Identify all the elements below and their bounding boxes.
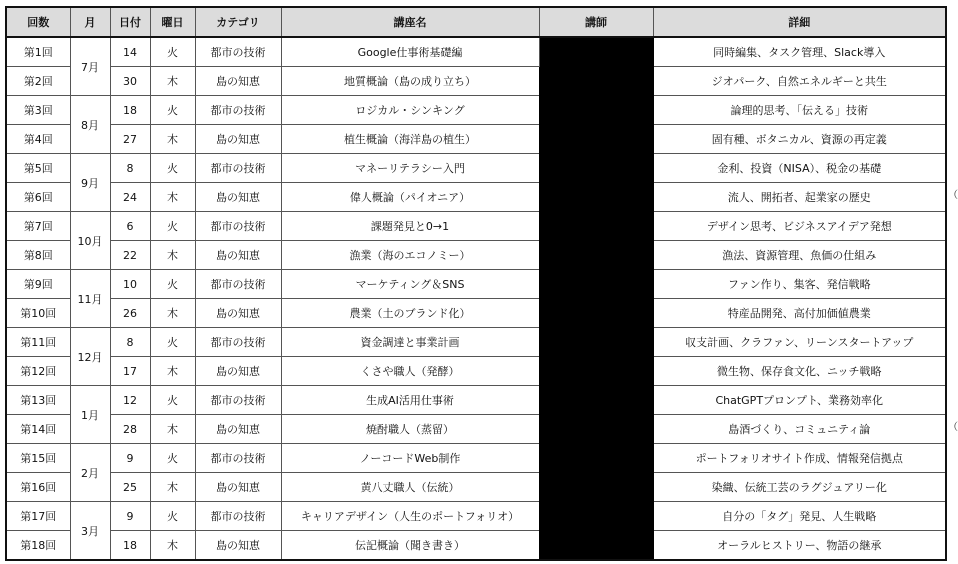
header-month: 月 — [70, 7, 110, 37]
course-name-cell: Google仕事術基礎編 — [281, 37, 539, 67]
course-name-cell: 植生概論（海洋島の植生） — [281, 125, 539, 154]
details-cell: ファン作り、集客、発信戦略 — [653, 270, 946, 299]
category-cell: 都市の技術 — [195, 444, 281, 473]
table-row — [6, 125, 946, 154]
header-course: 講座名 — [281, 7, 539, 37]
month-cell: 10月 — [70, 212, 110, 270]
details-cell: 論理的思考、「伝える」技術 — [653, 96, 946, 125]
weekday-cell: 火 — [150, 154, 195, 183]
details-cell: 染織、伝統工芸のラグジュアリー化 — [653, 473, 946, 502]
weekday-cell: 火 — [150, 37, 195, 67]
date-cell: 27 — [110, 125, 150, 154]
details-cell: 特産品開発、高付加価値農業 — [653, 299, 946, 328]
table-row — [6, 444, 946, 473]
details-cell: 同時編集、タスク管理、Slack導入 — [653, 37, 946, 67]
session-number-cell: 第16回 — [6, 473, 70, 502]
course-name-cell: 生成AI活用仕事術 — [281, 386, 539, 415]
instructor-redacted-block — [539, 37, 653, 560]
category-cell: 島の知恵 — [195, 183, 281, 212]
session-number-cell: 第5回 — [6, 154, 70, 183]
table-row — [6, 386, 946, 415]
category-cell: 都市の技術 — [195, 154, 281, 183]
details-cell: ChatGPTプロンプト、業務効率化 — [653, 386, 946, 415]
header-instructor: 講師 — [539, 7, 653, 37]
category-cell: 都市の技術 — [195, 96, 281, 125]
course-name-cell: 伝記概論（聞き書き） — [281, 531, 539, 561]
category-cell: 都市の技術 — [195, 270, 281, 299]
table-row — [6, 96, 946, 125]
date-cell: 10 — [110, 270, 150, 299]
weekday-cell: 木 — [150, 357, 195, 386]
table-row — [6, 473, 946, 502]
category-cell: 都市の技術 — [195, 386, 281, 415]
date-cell: 8 — [110, 328, 150, 357]
weekday-cell: 火 — [150, 502, 195, 531]
date-cell: 18 — [110, 96, 150, 125]
date-cell: 9 — [110, 502, 150, 531]
weekday-cell: 火 — [150, 212, 195, 241]
date-cell: 24 — [110, 183, 150, 212]
table-row — [6, 531, 946, 561]
details-cell: デザイン思考、ビジネスアイデア発想 — [653, 212, 946, 241]
category-cell: 都市の技術 — [195, 212, 281, 241]
course-schedule-table — [5, 6, 947, 561]
session-number-cell: 第15回 — [6, 444, 70, 473]
table-row — [6, 415, 946, 444]
date-cell: 14 — [110, 37, 150, 67]
course-name-cell: マネーリテラシー入門 — [281, 154, 539, 183]
weekday-cell: 木 — [150, 473, 195, 502]
header-date: 日付 — [110, 7, 150, 37]
header-weekday: 曜日 — [150, 7, 195, 37]
table-row — [6, 357, 946, 386]
course-name-cell: ノーコードWeb制作 — [281, 444, 539, 473]
header-details: 詳細 — [653, 7, 946, 37]
category-cell: 島の知恵 — [195, 241, 281, 270]
weekday-cell: 木 — [150, 241, 195, 270]
course-name-cell: 課題発見と0→1 — [281, 212, 539, 241]
course-name-cell: 偉人概論（パイオニア） — [281, 183, 539, 212]
weekday-cell: 木 — [150, 67, 195, 96]
session-number-cell: 第9回 — [6, 270, 70, 299]
table-row — [6, 328, 946, 357]
month-cell: 11月 — [70, 270, 110, 328]
date-cell: 8 — [110, 154, 150, 183]
header-count: 回数 — [6, 7, 70, 37]
table-row — [6, 67, 946, 96]
category-cell: 島の知恵 — [195, 357, 281, 386]
category-cell: 都市の技術 — [195, 502, 281, 531]
details-cell: ポートフォリオサイト作成、情報発信拠点 — [653, 444, 946, 473]
category-cell: 島の知恵 — [195, 473, 281, 502]
details-cell: 流人、開拓者、起業家の歴史 — [653, 183, 946, 212]
header-row — [6, 7, 946, 37]
schedule-body — [6, 37, 946, 560]
table-row — [6, 37, 946, 67]
table-row — [6, 299, 946, 328]
header-category: カテゴリ — [195, 7, 281, 37]
session-number-cell: 第13回 — [6, 386, 70, 415]
weekday-cell: 火 — [150, 270, 195, 299]
table-row — [6, 502, 946, 531]
course-name-cell: 焼酎職人（蒸留） — [281, 415, 539, 444]
weekday-cell: 火 — [150, 328, 195, 357]
category-cell: 都市の技術 — [195, 328, 281, 357]
edge-mark: （ — [948, 190, 958, 201]
course-name-cell: 農業（土のブランド化） — [281, 299, 539, 328]
date-cell: 28 — [110, 415, 150, 444]
month-cell: 12月 — [70, 328, 110, 386]
date-cell: 6 — [110, 212, 150, 241]
date-cell: 18 — [110, 531, 150, 561]
session-number-cell: 第14回 — [6, 415, 70, 444]
session-number-cell: 第2回 — [6, 67, 70, 96]
details-cell: 漁法、資源管理、魚価の仕組み — [653, 241, 946, 270]
course-name-cell: 資金調達と事業計画 — [281, 328, 539, 357]
session-number-cell: 第18回 — [6, 531, 70, 561]
category-cell: 島の知恵 — [195, 67, 281, 96]
category-cell: 島の知恵 — [195, 415, 281, 444]
details-cell: オーラルヒストリー、物語の継承 — [653, 531, 946, 561]
session-number-cell: 第6回 — [6, 183, 70, 212]
session-number-cell: 第10回 — [6, 299, 70, 328]
category-cell: 島の知恵 — [195, 125, 281, 154]
date-cell: 12 — [110, 386, 150, 415]
month-cell: 8月 — [70, 96, 110, 154]
month-cell: 2月 — [70, 444, 110, 502]
course-name-cell: マーケティング＆SNS — [281, 270, 539, 299]
table-row — [6, 270, 946, 299]
details-cell: 収支計画、クラファン、リーンスタートアップ — [653, 328, 946, 357]
session-number-cell: 第17回 — [6, 502, 70, 531]
session-number-cell: 第7回 — [6, 212, 70, 241]
details-cell: 自分の「タグ」発見、人生戦略 — [653, 502, 946, 531]
session-number-cell: 第8回 — [6, 241, 70, 270]
date-cell: 22 — [110, 241, 150, 270]
date-cell: 30 — [110, 67, 150, 96]
category-cell: 島の知恵 — [195, 531, 281, 561]
weekday-cell: 木 — [150, 531, 195, 561]
month-cell: 1月 — [70, 386, 110, 444]
details-cell: 固有種、ボタニカル、資源の再定義 — [653, 125, 946, 154]
table-row — [6, 241, 946, 270]
table-row — [6, 212, 946, 241]
table-row — [6, 183, 946, 212]
weekday-cell: 木 — [150, 415, 195, 444]
date-cell: 26 — [110, 299, 150, 328]
category-cell: 島の知恵 — [195, 299, 281, 328]
session-number-cell: 第3回 — [6, 96, 70, 125]
weekday-cell: 火 — [150, 386, 195, 415]
schedule-sheet — [5, 6, 945, 561]
weekday-cell: 木 — [150, 183, 195, 212]
weekday-cell: 火 — [150, 96, 195, 125]
table-row — [6, 154, 946, 183]
weekday-cell: 木 — [150, 299, 195, 328]
date-cell: 25 — [110, 473, 150, 502]
course-name-cell: キャリアデザイン（人生のポートフォリオ） — [281, 502, 539, 531]
course-name-cell: 黄八丈職人（伝統） — [281, 473, 539, 502]
month-cell: 9月 — [70, 154, 110, 212]
category-cell: 都市の技術 — [195, 37, 281, 67]
weekday-cell: 木 — [150, 125, 195, 154]
session-number-cell: 第1回 — [6, 37, 70, 67]
session-number-cell: 第11回 — [6, 328, 70, 357]
month-cell: 7月 — [70, 37, 110, 96]
details-cell: 島酒づくり、コミュニティ論 — [653, 415, 946, 444]
date-cell: 17 — [110, 357, 150, 386]
details-cell: 金利、投資（NISA）、税金の基礎 — [653, 154, 946, 183]
session-number-cell: 第12回 — [6, 357, 70, 386]
course-name-cell: くさや職人（発酵） — [281, 357, 539, 386]
course-name-cell: 漁業（海のエコノミー） — [281, 241, 539, 270]
weekday-cell: 火 — [150, 444, 195, 473]
edge-mark: （ — [948, 422, 958, 433]
session-number-cell: 第4回 — [6, 125, 70, 154]
details-cell: ジオパーク、自然エネルギーと共生 — [653, 67, 946, 96]
course-name-cell: 地質概論（島の成り立ち） — [281, 67, 539, 96]
date-cell: 9 — [110, 444, 150, 473]
course-name-cell: ロジカル・シンキング — [281, 96, 539, 125]
details-cell: 微生物、保存食文化、ニッチ戦略 — [653, 357, 946, 386]
month-cell: 3月 — [70, 502, 110, 561]
